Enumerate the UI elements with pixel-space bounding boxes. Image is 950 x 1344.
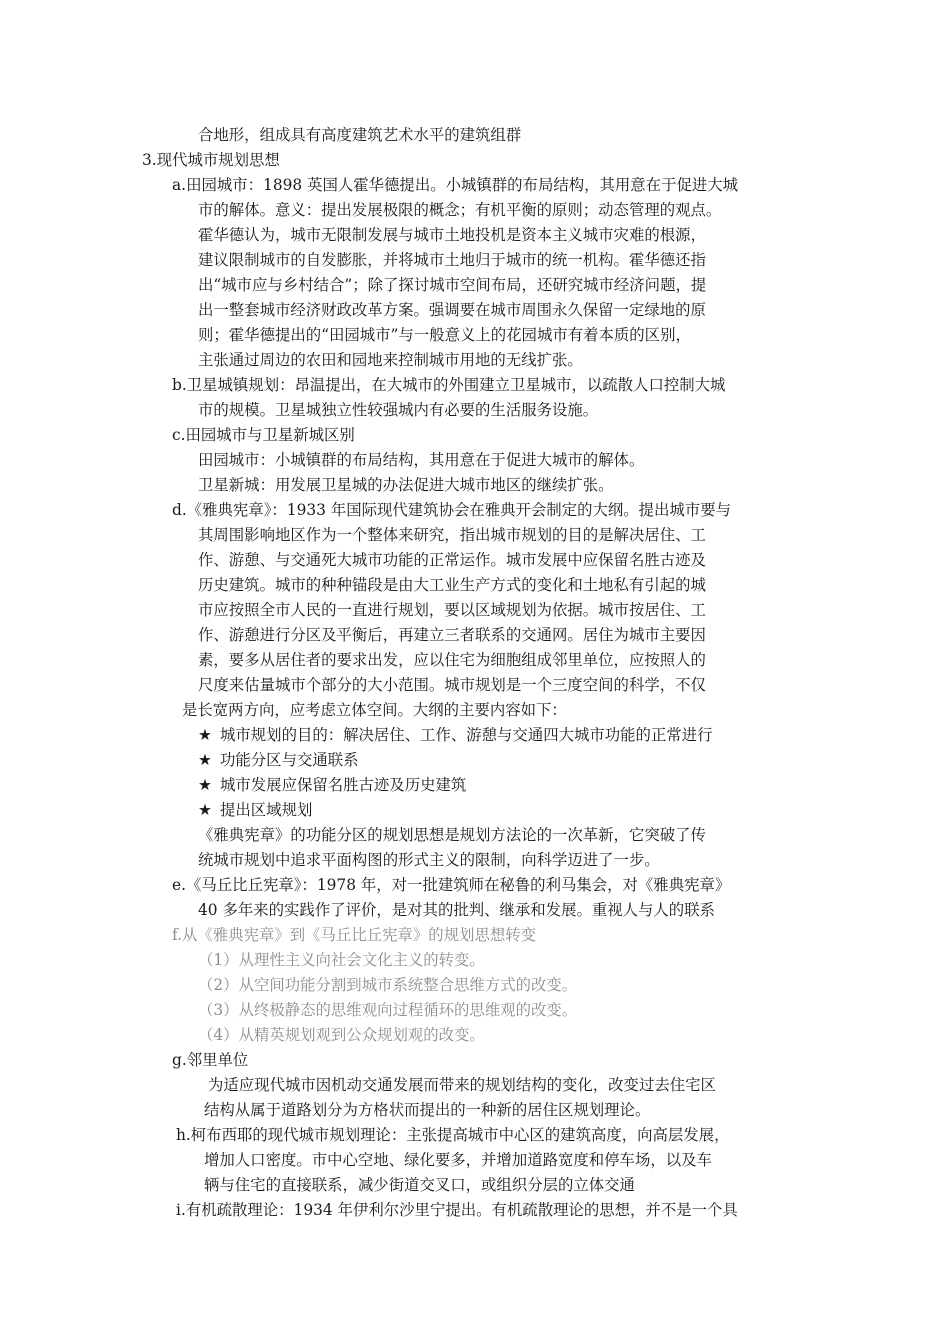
text-line: 则；霍华德提出的“田园城市”与一般意义上的花园城市有着本质的区别， <box>198 326 691 344</box>
text-line: 合地形，组成具有高度建筑艺术水平的建筑组群 <box>198 126 522 144</box>
sub-item-gray: （4）从精英规划观到公众规划观的改变。 <box>198 1026 485 1044</box>
bullet-item <box>198 799 312 821</box>
bullet-text: 提出区域规划 <box>220 801 313 819</box>
item-heading: g.邻里单位 <box>172 1051 249 1069</box>
text-line: 是长宽两方向，应考虑立体空间。大纲的主要内容如下： <box>182 701 567 719</box>
text-line: 素，要多从居住者的要求出发，应以住宅为细胞组成邻里单位，应按照人的 <box>198 651 706 669</box>
bullet-text: 城市发展应保留名胜古迹及历史建筑 <box>220 776 467 794</box>
text-line: 辆与住宅的直接联系，减少街道交叉口，或组织分层的立体交通 <box>204 1176 635 1194</box>
item-heading: c.田园城市与卫星新城区别 <box>172 426 355 444</box>
star-bullet-icon: ★ <box>198 726 212 744</box>
item-heading: e.《马丘比丘宪章》：1978 年，对一批建筑师在秘鲁的利马集会，对《雅典宪章》 <box>172 876 731 894</box>
text-line: 出一整套城市经济财政改革方案。强调要在城市周围永久保留一定绿地的原 <box>198 301 706 319</box>
text-line: 市的规模。卫星城独立性较强城内有必要的生活服务设施。 <box>198 401 599 419</box>
text-line: 卫星新城：用发展卫星城的办法促进大城市地区的继续扩张。 <box>198 476 614 494</box>
sub-item-gray: （3）从终极静态的思维观向过程循环的思维观的改变。 <box>198 1001 578 1019</box>
item-heading: b.卫星城镇规划：昂温提出，在大城市的外围建立卫星城市，以疏散人口控制大城 <box>172 376 726 394</box>
text-line: 市的解体。意义：提出发展极限的概念；有机平衡的原则；动态管理的观点。 <box>198 201 722 219</box>
bullet-text: 城市规划的目的：解决居住、工作、游憩与交通四大城市功能的正常进行 <box>220 726 713 744</box>
text-line: 建议限制城市的自发膨胀，并将城市土地归于城市的统一机构。霍华德还指 <box>198 251 706 269</box>
text-line: 结构从属于道路划分为方格状而提出的一种新的居住区规划理论。 <box>204 1101 651 1119</box>
bullet-item <box>198 774 466 796</box>
bullet-item <box>198 724 713 746</box>
text-line: 田园城市：小城镇群的布局结构，其用意在于促进大城市的解体。 <box>198 451 645 469</box>
text-line: 增加人口密度。市中心空地、绿化要多，并增加道路宽度和停车场，以及车 <box>204 1151 712 1169</box>
section-heading: 3.现代城市规划思想 <box>142 151 280 169</box>
sub-item-gray: （2）从空间功能分割到城市系统整合思维方式的改变。 <box>198 976 578 994</box>
text-line: 市应按照全市人民的一直进行规划，要以区域规划为依据。城市按居住、工 <box>198 601 706 619</box>
text-line: 统城市规划中追求平面构图的形式主义的限制，向科学迈进了一步。 <box>198 851 660 869</box>
item-heading: i.有机疏散理论：1934 年伊利尔沙里宁提出。有机疏散理论的思想，并不是一个具 <box>176 1201 738 1219</box>
text-line: 历史建筑。城市的种种锚段是由大工业生产方式的变化和土地私有引起的城 <box>198 576 706 594</box>
text-line: 作、游憩进行分区及平衡后，再建立三者联系的交通网。居住为城市主要因 <box>198 626 706 644</box>
item-heading-gray: f.从《雅典宪章》到《马丘比丘宪章》的规划思想转变 <box>172 926 537 944</box>
sub-item-gray: （1）从理性主义向社会文化主义的转变。 <box>198 951 485 969</box>
text-line: 主张通过周边的农田和园地来控制城市用地的无线扩张。 <box>198 351 583 369</box>
text-line: 尺度来估量城市个部分的大小范围。城市规划是一个三度空间的科学，不仅 <box>198 676 706 694</box>
text-line: 为适应现代城市因机动交通发展而带来的规划结构的变化，改变过去住宅区 <box>208 1076 716 1094</box>
text-line: 作、游憩、与交通死大城市功能的正常运作。城市发展中应保留名胜古迹及 <box>198 551 706 569</box>
bullet-item <box>198 749 359 771</box>
text-line: 出“城市应与乡村结合”；除了探讨城市空间布局，还研究城市经济问题，提 <box>198 276 707 294</box>
bullet-text: 功能分区与交通联系 <box>220 751 359 769</box>
star-bullet-icon: ★ <box>198 751 212 769</box>
text-line: 其周围影响地区作为一个整体来研究，指出城市规划的目的是解决居住、工 <box>198 526 706 544</box>
text-line: 40 多年来的实践作了评价，是对其的批判、继承和发展。重视人与人的联系 <box>198 901 715 919</box>
text-line: 霍华德认为，城市无限制发展与城市土地投机是资本主义城市灾难的根源， <box>198 226 706 244</box>
text-line: 《雅典宪章》的功能分区的规划思想是规划方法论的一次革新，它突破了传 <box>198 826 706 844</box>
item-heading: d.《雅典宪章》：1933 年国际现代建筑协会在雅典开会制定的大纲。提出城市要与 <box>172 501 731 519</box>
item-heading: h.柯布西耶的现代城市规划理论：主张提高城市中心区的建筑高度，向高层发展， <box>176 1126 730 1144</box>
star-bullet-icon: ★ <box>198 801 212 819</box>
item-heading: a.田园城市：1898 英国人霍华德提出。小城镇群的布局结构，其用意在于促进大城 <box>172 176 739 194</box>
star-bullet-icon: ★ <box>198 776 212 794</box>
